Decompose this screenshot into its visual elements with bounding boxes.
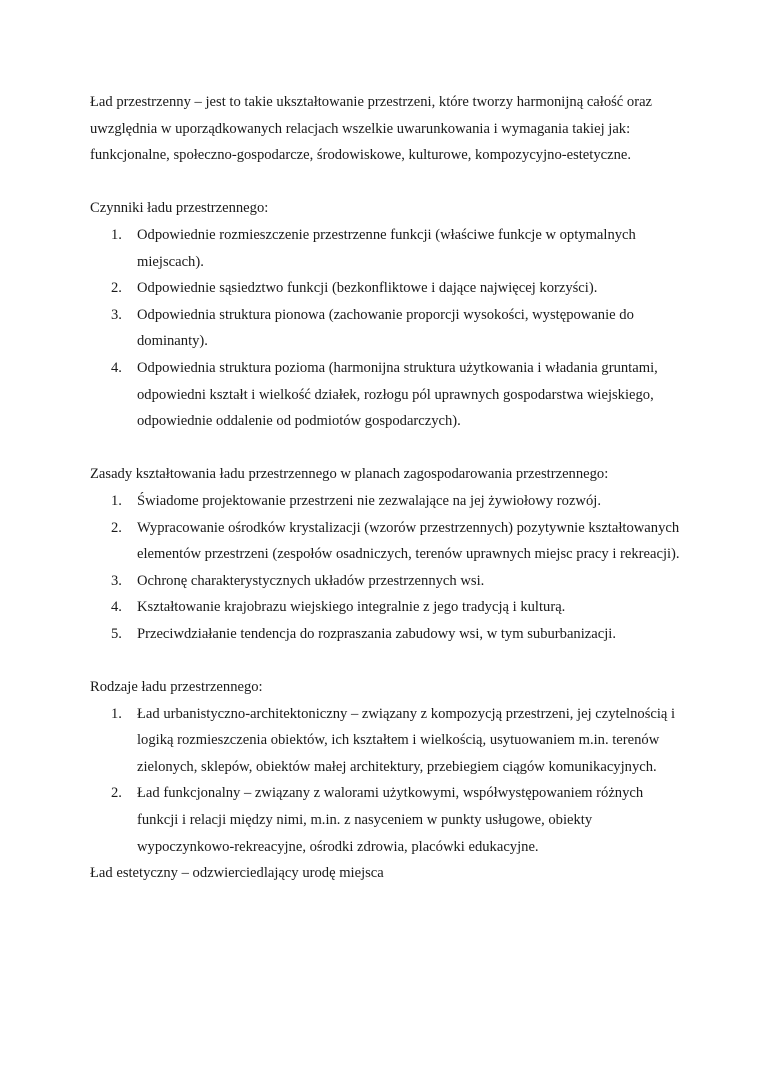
section-heading-factors: Czynniki ładu przestrzennego: xyxy=(90,200,269,217)
list-item xyxy=(90,621,680,648)
spacer xyxy=(90,647,680,674)
list-item-text: Ład urbanistyczno-architektoniczny – związany z kompozycją przestrzeni, jej czytelnością i logiką rozmieszczenia obiektów, ich kształtem i wielkością, usytuowaniem m.in. terenów zielonych, sklepów, obiektów małej architektury, przebiegiem ciągów komunikacyjnych. xyxy=(137,705,676,775)
types-list xyxy=(90,701,680,861)
list-number: 1. xyxy=(111,226,122,243)
list-item xyxy=(90,222,680,275)
factors-list xyxy=(90,222,680,435)
list-item-text: Odpowiednie rozmieszczenie przestrzenne funkcji (właściwe funkcje w optymalnych miejscach). xyxy=(137,226,636,270)
list-item-text: Ład funkcjonalny – związany z walorami użytkowymi, współwystępowaniem różnych funkcji i relacji między nimi, m.in. z nasyceniem w punkty usługowe, obiekty wypoczynkowo-rekreacyjne, ośrodki zdrowia, placówki edukacyjne. xyxy=(137,785,644,855)
list-item-text: Odpowiednie sąsiedztwo funkcji (bezkonfliktowe i dające najwięcej korzyści). xyxy=(137,280,598,297)
list-number: 5. xyxy=(111,625,122,642)
list-item-text: Przeciwdziałanie tendencja do rozpraszania zabudowy wsi, w tym suburbanizacji. xyxy=(137,625,616,642)
list-number: 3. xyxy=(111,572,122,589)
list-item xyxy=(90,701,680,781)
list-number: 4. xyxy=(111,359,122,376)
section-heading-types: Rodzaje ładu przestrzennego: xyxy=(90,679,263,696)
list-item-text: Ochronę charakterystycznych układów przestrzennych wsi. xyxy=(137,572,485,589)
list-item-text: Odpowiednia struktura pionowa (zachowanie proporcji wysokości, występowanie do dominanty). xyxy=(137,306,634,350)
list-item-text: Świadome projektowanie przestrzeni nie zezwalające na jej żywiołowy rozwój. xyxy=(137,492,601,509)
intro-paragraph: Ład przestrzenny – jest to takie ukształtowanie przestrzeni, które tworzy harmonijną całość oraz uwzględnia w uporządkowanych relacjach wszelkie uwarunkowania i wymagania takiej jak: funkcjonalne, społeczno-gospodarcze, środowiskowe, kulturowe, kompozycyjno-estetyczne. xyxy=(90,94,653,164)
list-item-text: Kształtowanie krajobrazu wiejskiego integralnie z jego tradycją i kulturą. xyxy=(137,599,566,616)
list-number: 1. xyxy=(111,705,122,722)
spacer xyxy=(90,169,680,196)
list-item-text: Odpowiednia struktura pozioma (harmonijna struktura użytkowania i władania gruntami, odpowiedni kształt i wielkość działek, rozłogu pól uprawnych gospodarstwa wiejskiego, odpowiednie oddalenie od podmiotów gospodarczych). xyxy=(137,359,658,430)
list-item xyxy=(90,515,680,568)
principles-list xyxy=(90,488,680,648)
section-heading-principles: Zasady kształtowania ładu przestrzennego w planach zagospodarowania przestrzennego: xyxy=(90,466,609,483)
list-item-text: Wypracowanie ośrodków krystalizacji (wzorów przestrzennych) pozytywnie kształtowanych elementów przestrzeni (zespołów osadniczych, terenów uprawnych miejsc pracy i rekreacji). xyxy=(137,519,680,563)
list-item xyxy=(90,780,680,860)
trailing-paragraph: Ład estetyczny – odzwierciedlający urodę miejsca xyxy=(90,865,384,882)
spacer xyxy=(90,435,680,462)
list-item xyxy=(90,488,680,515)
list-item xyxy=(90,594,680,621)
list-number: 2. xyxy=(111,280,122,297)
list-item xyxy=(90,302,680,355)
list-item xyxy=(90,568,680,595)
list-number: 1. xyxy=(111,492,122,509)
list-item xyxy=(90,355,680,435)
list-number: 4. xyxy=(111,599,122,616)
list-number: 2. xyxy=(111,519,122,536)
list-item xyxy=(90,275,680,302)
document-page xyxy=(90,89,680,887)
list-number: 2. xyxy=(111,785,122,802)
list-number: 3. xyxy=(111,306,122,323)
